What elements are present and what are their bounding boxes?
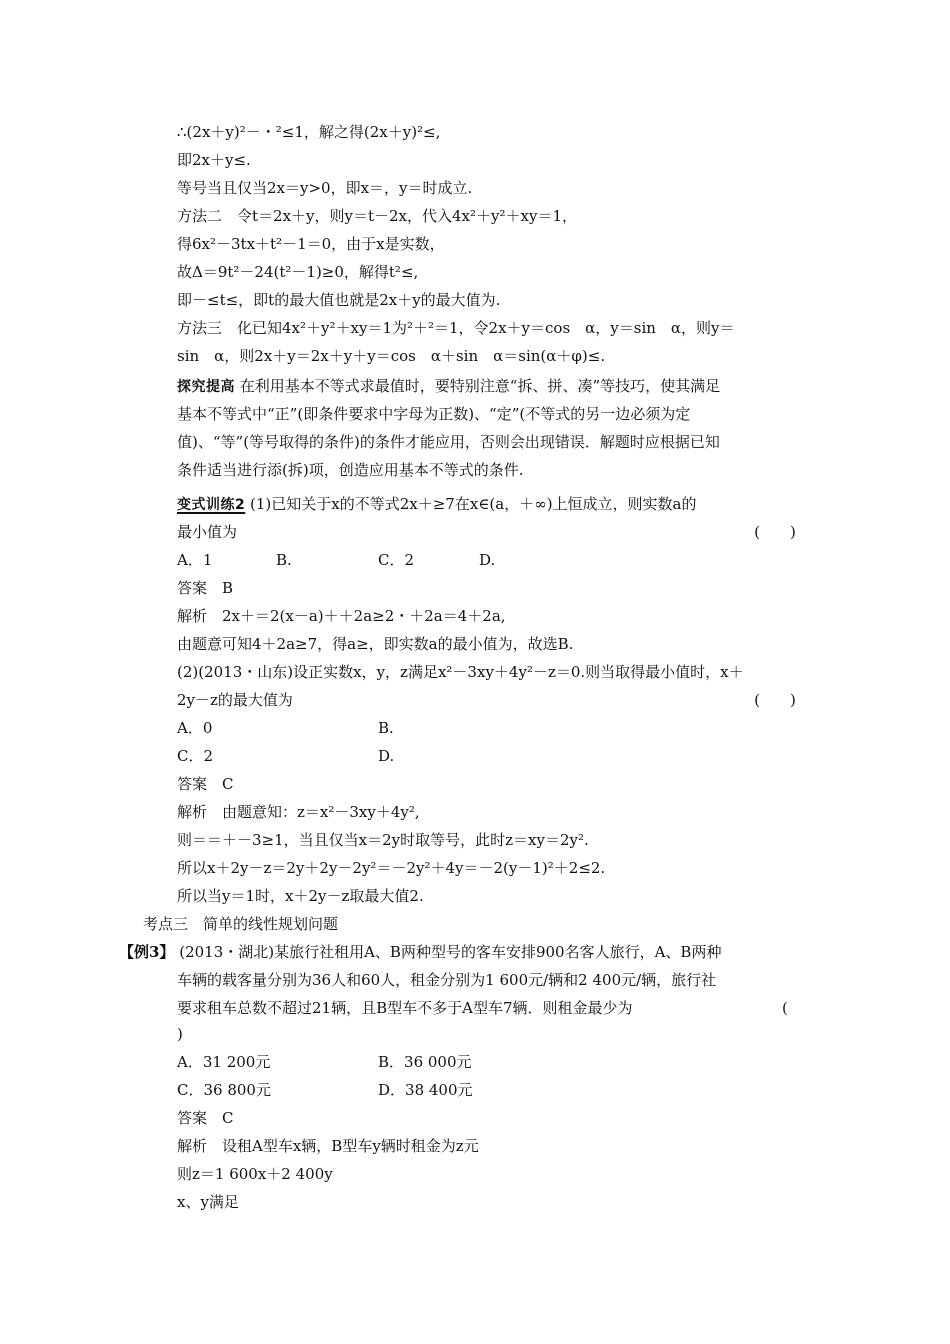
analysis-line: x、y满足 [177, 1193, 239, 1211]
answer-line: 答案 B [177, 579, 234, 597]
analysis-line: 则z＝1 600x＋2 400y [177, 1165, 333, 1183]
question-text: (2)(2013・山东)设正实数x，y，z满足x²－3xy＋4y²－z＝0.则当取得最小值时，x＋ [177, 663, 744, 681]
answer-blank: ( ) [754, 691, 796, 709]
answer-blank: ( ) [754, 523, 796, 541]
option-d: D．38 400元 [378, 1081, 473, 1099]
question-text: 2y－z的最大值为 [177, 691, 293, 709]
option-c: C．36 800元 [177, 1081, 271, 1099]
option-c: C．2 [378, 551, 415, 569]
analysis-line: 解析 由题意知：z＝x²－3xy＋4y², [177, 803, 420, 821]
option-b: B. [276, 551, 292, 569]
answer-line: 答案 C [177, 1109, 234, 1127]
question-text: (2013・湖北)某旅行社租用A、B两种型号的客车安排900名客人旅行，A、B两种 [179, 943, 722, 961]
solution-line: 等号当且仅当2x＝y>0，即x＝，y＝时成立. [177, 179, 473, 197]
option-c: C．2 [177, 747, 214, 765]
solution-line: 即2x＋y≤. [177, 151, 251, 169]
option-a: A．31 200元 [177, 1053, 271, 1071]
question-text: 车辆的载客量分别为36人和60人，租金分别为1 600元/辆和2 400元/辆，旅行社 [177, 971, 717, 989]
analysis-line: 解析 设租A型车x辆，B型车y辆时租金为z元 [177, 1137, 479, 1155]
analysis-line: 所以x＋2y－z＝2y＋2y－2y²＝－2y²＋4y＝－2(y－1)²＋2≤2. [177, 859, 606, 877]
method-two-line: 方法二 令t＝2x＋y，则y＝t－2x，代入4x²＋y²＋xy＝1， [177, 207, 577, 225]
solution-line: 即－≤t≤，即t的最大值也就是2x＋y的最大值为. [177, 291, 501, 309]
variant-question-1 [177, 490, 697, 518]
section-heading: 考点三 简单的线性规划问题 [143, 915, 339, 933]
answer-blank-open: ( [782, 999, 788, 1017]
question-text: 最小值为 [177, 523, 238, 541]
solution-line: sin α，则2x＋y＝2x＋y＋y＝cos α＋sin α＝sin(α＋φ)≤. [177, 347, 606, 365]
analysis-line: 则＝＝＋－3≥1，当且仅当x＝2y时取等号，此时z＝xy＝2y². [177, 831, 589, 849]
explore-label: 探究提高 [177, 379, 235, 395]
explore-line: 值)、“等”(等号取得的条件)的条件才能应用，否则会出现错误．解题时应根据已知 [177, 433, 720, 451]
solution-line: ∴(2x＋y)²－・²≤1，解之得(2x＋y)²≤, [177, 123, 441, 141]
question-text: (1)已知关于x的不等式2x＋≥7在x∈(a，＋∞)上恒成立，则实数a的 [250, 495, 697, 513]
analysis-line: 由题意可知4＋2a≥7，得a≥，即实数a的最小值为，故选B. [177, 635, 574, 653]
analysis-line: 所以当y＝1时，x＋2y－z取最大值2. [177, 887, 424, 905]
solution-line: 故Δ＝9t²－24(t²－1)≥0，解得t²≤, [177, 263, 419, 281]
answer-blank-close: ) [177, 1025, 183, 1043]
solution-line: 得6x²－3tx＋t²－1＝0，由于x是实数， [177, 235, 445, 253]
option-d: D. [378, 747, 395, 765]
option-b: B．36 000元 [378, 1053, 472, 1071]
answer-line: 答案 C [177, 775, 234, 793]
explore-line: 条件适当进行添(拆)项，创造应用基本不等式的条件. [177, 461, 524, 479]
method-three-line: 方法三 化已知4x²＋y²＋xy＝1为²＋²＝1，令2x＋y＝cos α，y＝sin α，则y＝ [177, 319, 735, 337]
explore-line: 基本不等式中“正”(即条件要求中字母为正数)、“定”(不等式的另一边必须为定 [177, 405, 691, 423]
example-label: 【例3】 [119, 943, 175, 961]
explore-paragraph [177, 372, 720, 400]
example-3-question [119, 938, 721, 966]
variant-label: 变式训练2 [177, 497, 246, 513]
option-a: A．0 [177, 719, 213, 737]
question-text: 要求租车总数不超过21辆，且B型车不多于A型车7辆．则租金最少为 [177, 999, 633, 1017]
explore-text: 在利用基本不等式求最值时，要特别注意“拆、拼、凑”等技巧，使其满足 [239, 377, 721, 395]
option-d: D. [479, 551, 496, 569]
analysis-line: 解析 2x＋＝2(x－a)＋＋2a≥2・＋2a＝4＋2a, [177, 607, 506, 625]
option-a: A．1 [177, 551, 213, 569]
option-b: B. [378, 719, 394, 737]
